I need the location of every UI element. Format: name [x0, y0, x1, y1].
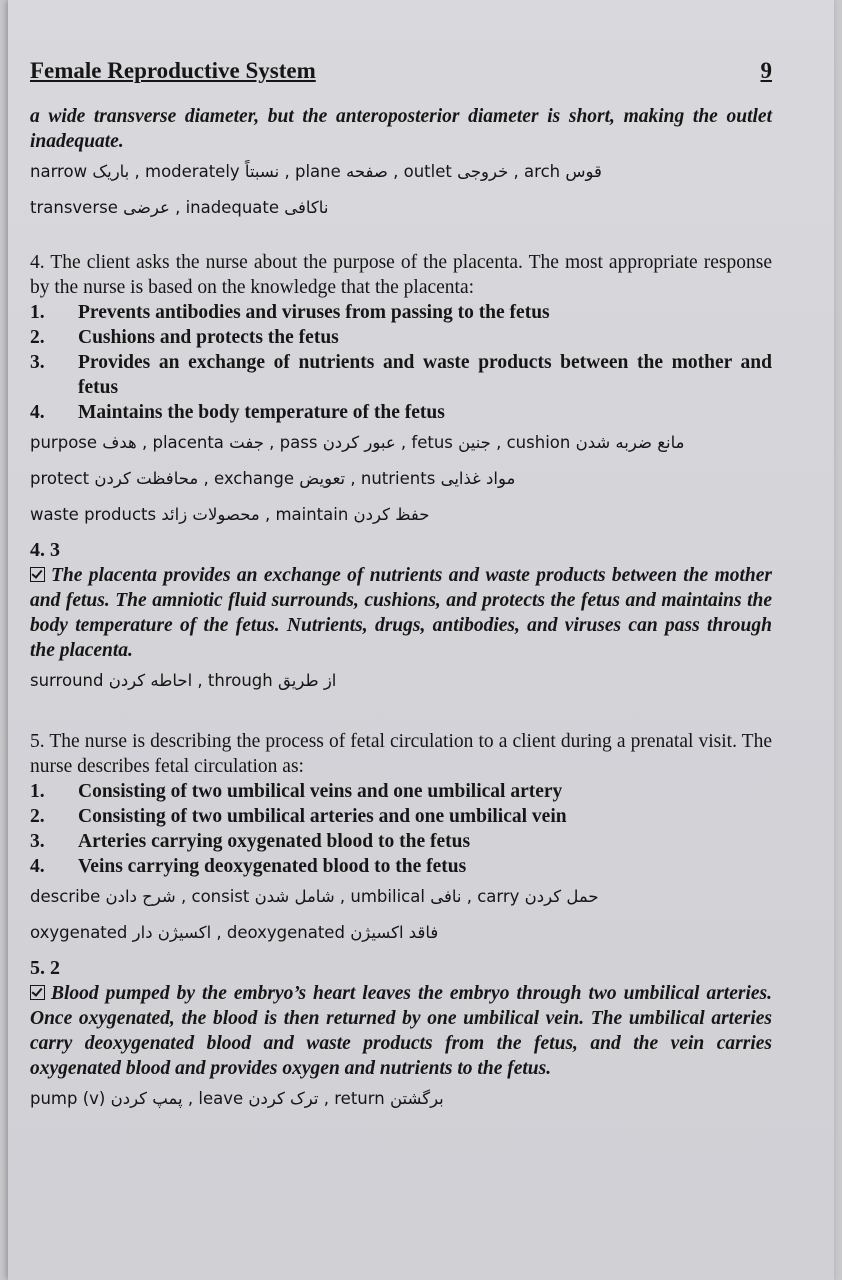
q4-option-2	[30, 325, 772, 350]
q5-vocab-line-1: describe شرح دادن , consist شامل شدن , umbilical نافی , carry حمل کردن	[30, 887, 599, 906]
q5-option-4	[30, 854, 772, 879]
q5-stem: 5. The nurse is describing the process of fetal circulation to a client during a prenatal visit. The nurse describes fetal circulation as:	[30, 731, 772, 777]
q4-vocab-line-1: purpose هدف , placenta جفت , pass عبور کردن , fetus جنین , cushion مانع ضربه شدن	[30, 433, 685, 452]
q4-option-1-text: Prevents antibodies and viruses from passing to the fetus	[78, 302, 550, 323]
checkbox-icon	[30, 985, 45, 1000]
q4-option-3-number: 3.	[30, 352, 45, 373]
checkbox-icon	[30, 567, 45, 582]
q5-rationale	[30, 981, 772, 1081]
q4-option-4-number: 4.	[30, 402, 45, 423]
q5-option-2	[30, 804, 772, 829]
intro-vocab-line-2: transverse عرضی , inadequate ناکافی	[30, 198, 329, 217]
q4-vocab-line-2: protect محافظت کردن , exchange تعویض , nutrients مواد غذایی	[30, 469, 516, 488]
q4-option-2-text: Cushions and protects the fetus	[78, 327, 339, 348]
q4-option-2-number: 2.	[30, 327, 45, 348]
q4-option-1-number: 1.	[30, 302, 45, 323]
page-content	[30, 50, 772, 1117]
q5-option-3-number: 3.	[30, 831, 45, 852]
q4-option-1	[30, 300, 772, 325]
q5-option-1	[30, 779, 772, 804]
q5-option-1-text: Consisting of two umbilical veins and one umbilical artery	[78, 781, 563, 802]
q5-option-4-number: 4.	[30, 856, 45, 877]
q5-option-2-text: Consisting of two umbilical arteries and one umbilical vein	[78, 806, 567, 827]
q5-vocab-line-2: oxygenated اکسیژن دار , deoxygenated فاقد اکسیژن	[30, 923, 439, 942]
q4-option-4	[30, 400, 772, 425]
q4-answer-label: 4. 3	[30, 539, 60, 561]
q4-option-3-text: Provides an exchange of nutrients and waste products between the mother and fetus	[78, 352, 772, 398]
q5-option-3	[30, 829, 772, 854]
q5-rationale-text: Blood pumped by the embryo’s heart leaves the embryo through two umbilical arteries. Once oxygenated, the blood is then returned by one umbilical vein. The umbilical arteries carry deoxygenated blood and waste products from the fetus, and the vein carries oxygenated blood and provides oxygen and nutrients to the fetus.	[30, 983, 772, 1079]
q4-vocab-line-3: waste products محصولات زائد , maintain حفظ کردن	[30, 505, 430, 524]
intro-text: a wide transverse diameter, but the anteroposterior diameter is short, making the outlet inadequate.	[30, 106, 772, 152]
intro-vocab-line-1: narrow باریک , moderately نسبتاً , plane صفحه , outlet خروجی , arch قوس	[30, 162, 602, 181]
q4-rationale-vocab: surround احاطه کردن , through از طریق	[30, 671, 337, 690]
page-header	[30, 50, 772, 84]
q4-option-4-text: Maintains the body temperature of the fetus	[78, 402, 445, 423]
q5-answer-label: 5. 2	[30, 957, 60, 979]
q5-option-1-number: 1.	[30, 781, 45, 802]
q4-rationale-text: The placenta provides an exchange of nutrients and waste products between the mother and fetus. The amniotic fluid surrounds, cushions, and protects the fetus and maintains the body temperature of the fetus. Nutrients, drugs, antibodies, and viruses can pass through the placenta.	[30, 565, 772, 661]
q4-stem: 4. The client asks the nurse about the purpose of the placenta. The most appropriate response by the nurse is based on the knowledge that the placenta:	[30, 252, 772, 298]
q5-option-3-text: Arteries carrying oxygenated blood to the fetus	[78, 831, 471, 852]
q5-option-2-number: 2.	[30, 806, 45, 827]
book-page	[8, 0, 834, 1280]
chapter-title: Female Reproductive System	[30, 58, 316, 83]
q5-option-4-text: Veins carrying deoxygenated blood to the fetus	[78, 856, 467, 877]
page-number: 9	[760, 58, 772, 83]
q5-rationale-vocab: pump (v) پمپ کردن , leave ترک کردن , return برگشتن	[30, 1089, 444, 1108]
q4-option-3	[30, 350, 772, 400]
q4-rationale	[30, 563, 772, 663]
